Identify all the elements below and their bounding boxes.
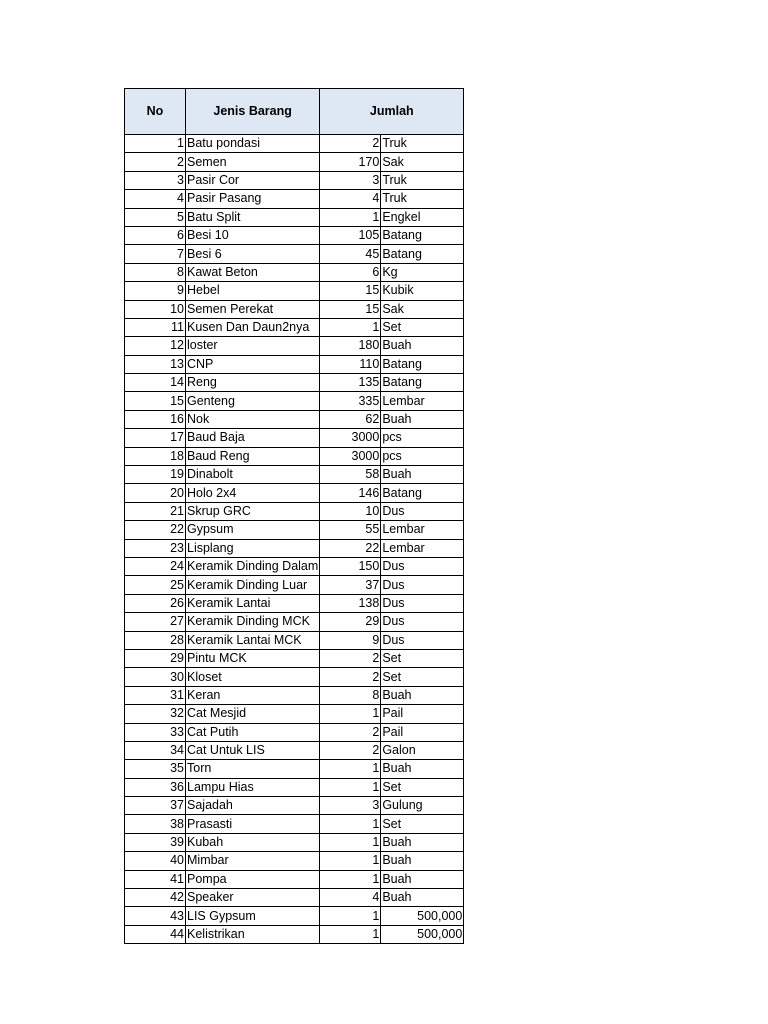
table-row (125, 539, 464, 557)
row-unit-cell[interactable]: Kubik (381, 282, 464, 300)
row-quantity-cell[interactable]: 4 (320, 889, 381, 907)
row-item-name-cell[interactable]: Besi 10 (186, 226, 320, 244)
row-unit-cell[interactable]: Set (381, 778, 464, 796)
row-quantity-cell[interactable]: 37 (320, 576, 381, 594)
row-no-cell[interactable]: 43 (125, 907, 186, 925)
row-no-cell[interactable]: 39 (125, 833, 186, 851)
row-item-name-cell[interactable]: Hebel (186, 282, 320, 300)
row-item-name-cell[interactable]: Cat Mesjid (186, 705, 320, 723)
table-row (125, 760, 464, 778)
row-no-cell[interactable]: 35 (125, 760, 186, 778)
row-quantity-cell[interactable]: 1 (320, 833, 381, 851)
row-item-name-cell[interactable]: Skrup GRC (186, 502, 320, 520)
row-unit-cell[interactable]: Kg (381, 263, 464, 281)
row-no-cell[interactable]: 20 (125, 484, 186, 502)
table-row (125, 135, 464, 153)
row-no-cell[interactable]: 31 (125, 686, 186, 704)
row-item-name-cell[interactable]: Keran (186, 686, 320, 704)
row-no-cell[interactable]: 21 (125, 502, 186, 520)
row-unit-cell[interactable]: Galon (381, 741, 464, 759)
row-item-name-cell[interactable]: Torn (186, 760, 320, 778)
row-no-cell[interactable]: 18 (125, 447, 186, 465)
row-quantity-cell[interactable]: 29 (320, 613, 381, 631)
row-quantity-cell[interactable]: 15 (320, 300, 381, 318)
table-row (125, 907, 464, 925)
row-no-cell[interactable]: 29 (125, 649, 186, 667)
row-quantity-cell[interactable]: 62 (320, 410, 381, 428)
row-item-name-cell[interactable]: Pintu MCK (186, 649, 320, 667)
table-row (125, 484, 464, 502)
table-row (125, 594, 464, 612)
row-unit-cell[interactable]: pcs (381, 447, 464, 465)
table-row (125, 355, 464, 373)
row-quantity-cell[interactable]: 138 (320, 594, 381, 612)
row-no-cell[interactable]: 33 (125, 723, 186, 741)
row-unit-cell[interactable]: Pail (381, 723, 464, 741)
row-quantity-cell[interactable]: 110 (320, 355, 381, 373)
row-unit-cell[interactable]: Lembar (381, 392, 464, 410)
table-row (125, 889, 464, 907)
header-jenis-barang[interactable]: Jenis Barang (186, 89, 320, 135)
row-quantity-cell[interactable]: 2 (320, 668, 381, 686)
row-item-name-cell[interactable]: Gypsum (186, 521, 320, 539)
row-item-name-cell[interactable]: Keramik Dinding Luar (186, 576, 320, 594)
row-no-cell[interactable]: 36 (125, 778, 186, 796)
row-no-cell[interactable]: 6 (125, 226, 186, 244)
table-row (125, 705, 464, 723)
table-row (125, 741, 464, 759)
row-quantity-cell[interactable]: 1 (320, 208, 381, 226)
row-quantity-cell[interactable]: 4 (320, 190, 381, 208)
row-quantity-cell[interactable]: 2 (320, 741, 381, 759)
row-unit-cell[interactable]: Set (381, 318, 464, 336)
row-quantity-cell[interactable]: 2 (320, 723, 381, 741)
row-no-cell[interactable]: 26 (125, 594, 186, 612)
row-unit-cell[interactable]: Buah (381, 686, 464, 704)
row-item-name-cell[interactable]: Keramik Lantai MCK (186, 631, 320, 649)
row-no-cell[interactable]: 30 (125, 668, 186, 686)
row-no-cell[interactable]: 11 (125, 318, 186, 336)
row-item-name-cell[interactable]: Keramik Dinding Dalam (186, 557, 320, 575)
row-quantity-cell[interactable]: 1 (320, 705, 381, 723)
row-no-cell[interactable]: 24 (125, 557, 186, 575)
table-row (125, 833, 464, 851)
table-row (125, 153, 464, 171)
row-quantity-cell[interactable]: 170 (320, 153, 381, 171)
row-unit-cell[interactable]: Gulung (381, 797, 464, 815)
row-no-cell[interactable]: 38 (125, 815, 186, 833)
row-item-name-cell[interactable]: Dinabolt (186, 466, 320, 484)
row-no-cell[interactable]: 25 (125, 576, 186, 594)
row-unit-cell[interactable]: Truk (381, 135, 464, 153)
header-row (125, 89, 464, 135)
table-row (125, 429, 464, 447)
row-unit-cell[interactable]: Batang (381, 374, 464, 392)
row-unit-cell[interactable]: Buah (381, 337, 464, 355)
row-quantity-cell[interactable]: 9 (320, 631, 381, 649)
row-no-cell[interactable]: 1 (125, 135, 186, 153)
row-quantity-cell[interactable]: 2 (320, 135, 381, 153)
row-no-cell[interactable]: 8 (125, 263, 186, 281)
row-no-cell[interactable]: 23 (125, 539, 186, 557)
row-unit-cell[interactable]: Buah (381, 852, 464, 870)
row-quantity-cell[interactable]: 335 (320, 392, 381, 410)
row-item-name-cell[interactable]: Batu Split (186, 208, 320, 226)
row-quantity-cell[interactable]: 1 (320, 870, 381, 888)
row-unit-cell[interactable]: Truk (381, 190, 464, 208)
row-item-name-cell[interactable]: Batu pondasi (186, 135, 320, 153)
row-unit-cell[interactable]: Buah (381, 760, 464, 778)
row-item-name-cell[interactable]: Pompa (186, 870, 320, 888)
row-unit-cell[interactable]: Lembar (381, 521, 464, 539)
materials-table (124, 88, 464, 944)
row-quantity-cell[interactable]: 3000 (320, 447, 381, 465)
row-quantity-cell[interactable]: 1 (320, 318, 381, 336)
row-unit-cell[interactable]: Dus (381, 576, 464, 594)
row-unit-cell[interactable]: Batang (381, 484, 464, 502)
row-item-name-cell[interactable]: Besi 6 (186, 245, 320, 263)
table-row (125, 925, 464, 943)
table-row (125, 171, 464, 189)
table-row (125, 410, 464, 428)
row-no-cell[interactable]: 34 (125, 741, 186, 759)
row-no-cell[interactable]: 17 (125, 429, 186, 447)
row-unit-cell[interactable]: Buah (381, 833, 464, 851)
row-item-name-cell[interactable]: Kelistrikan (186, 925, 320, 943)
table-row (125, 778, 464, 796)
table-row (125, 190, 464, 208)
row-no-cell[interactable]: 7 (125, 245, 186, 263)
table-body (125, 135, 464, 944)
row-quantity-cell[interactable]: 1 (320, 852, 381, 870)
row-quantity-cell[interactable]: 8 (320, 686, 381, 704)
row-no-cell[interactable]: 28 (125, 631, 186, 649)
row-unit-cell[interactable]: Buah (381, 466, 464, 484)
table-row (125, 649, 464, 667)
table-row (125, 337, 464, 355)
row-no-cell[interactable]: 2 (125, 153, 186, 171)
table-row (125, 723, 464, 741)
table-row (125, 631, 464, 649)
row-unit-cell[interactable]: Lembar (381, 539, 464, 557)
row-unit-cell[interactable]: Set (381, 668, 464, 686)
row-unit-cell[interactable]: Set (381, 815, 464, 833)
table-row (125, 208, 464, 226)
row-unit-cell[interactable]: Batang (381, 355, 464, 373)
row-item-name-cell[interactable]: Sajadah (186, 797, 320, 815)
row-no-cell[interactable]: 22 (125, 521, 186, 539)
table-row (125, 282, 464, 300)
row-item-name-cell[interactable]: Baud Baja (186, 429, 320, 447)
table-row (125, 613, 464, 631)
row-unit-cell[interactable]: Pail (381, 705, 464, 723)
row-quantity-cell[interactable]: 135 (320, 374, 381, 392)
row-unit-cell[interactable]: Set (381, 649, 464, 667)
row-quantity-cell[interactable]: 6 (320, 263, 381, 281)
row-item-name-cell[interactable]: Keramik Dinding MCK (186, 613, 320, 631)
row-item-name-cell[interactable]: Pasir Cor (186, 171, 320, 189)
row-unit-cell[interactable]: pcs (381, 429, 464, 447)
row-quantity-cell[interactable]: 45 (320, 245, 381, 263)
header-no[interactable]: No (125, 89, 186, 135)
table-row (125, 521, 464, 539)
row-item-name-cell[interactable]: Mimbar (186, 852, 320, 870)
row-quantity-cell[interactable]: 3 (320, 797, 381, 815)
row-quantity-cell[interactable]: 150 (320, 557, 381, 575)
table-row (125, 226, 464, 244)
row-item-name-cell[interactable]: Genteng (186, 392, 320, 410)
row-unit-cell[interactable]: Buah (381, 889, 464, 907)
table-row (125, 374, 464, 392)
row-no-cell[interactable]: 13 (125, 355, 186, 373)
row-quantity-cell[interactable]: 146 (320, 484, 381, 502)
table-row (125, 557, 464, 575)
row-no-cell[interactable]: 37 (125, 797, 186, 815)
row-unit-cell[interactable]: Sak (381, 153, 464, 171)
table-row (125, 263, 464, 281)
row-quantity-cell[interactable]: 1 (320, 925, 381, 943)
row-unit-cell[interactable]: Buah (381, 870, 464, 888)
row-quantity-cell[interactable]: 1 (320, 760, 381, 778)
row-item-name-cell[interactable]: CNP (186, 355, 320, 373)
table-row (125, 447, 464, 465)
row-no-cell[interactable]: 44 (125, 925, 186, 943)
row-unit-cell[interactable]: Buah (381, 410, 464, 428)
row-item-name-cell[interactable]: Reng (186, 374, 320, 392)
row-no-cell[interactable]: 27 (125, 613, 186, 631)
row-unit-cell[interactable]: Dus (381, 613, 464, 631)
row-no-cell[interactable]: 15 (125, 392, 186, 410)
table-row (125, 815, 464, 833)
row-no-cell[interactable]: 12 (125, 337, 186, 355)
row-unit-cell[interactable]: Engkel (381, 208, 464, 226)
row-item-name-cell[interactable]: Keramik Lantai (186, 594, 320, 612)
row-item-name-cell[interactable]: Nok (186, 410, 320, 428)
table-header (125, 89, 464, 135)
table-row (125, 318, 464, 336)
row-quantity-cell[interactable]: 1 (320, 907, 381, 925)
row-item-name-cell[interactable]: Kloset (186, 668, 320, 686)
table-row (125, 797, 464, 815)
row-item-name-cell[interactable]: loster (186, 337, 320, 355)
row-item-name-cell[interactable]: Pasir Pasang (186, 190, 320, 208)
row-unit-cell[interactable]: Dus (381, 557, 464, 575)
table-row (125, 245, 464, 263)
row-quantity-cell[interactable]: 180 (320, 337, 381, 355)
table-row (125, 466, 464, 484)
row-quantity-cell[interactable]: 10 (320, 502, 381, 520)
table-row (125, 870, 464, 888)
row-no-cell[interactable]: 9 (125, 282, 186, 300)
row-quantity-cell[interactable]: 1 (320, 778, 381, 796)
row-item-name-cell[interactable]: Semen (186, 153, 320, 171)
row-unit-cell[interactable]: Batang (381, 226, 464, 244)
row-unit-cell[interactable]: 500,000 (381, 925, 464, 943)
row-item-name-cell[interactable]: Cat Putih (186, 723, 320, 741)
row-item-name-cell[interactable]: Prasasti (186, 815, 320, 833)
row-quantity-cell[interactable]: 3 (320, 171, 381, 189)
row-quantity-cell[interactable]: 2 (320, 649, 381, 667)
row-item-name-cell[interactable]: Kawat Beton (186, 263, 320, 281)
row-no-cell[interactable]: 40 (125, 852, 186, 870)
row-quantity-cell[interactable]: 105 (320, 226, 381, 244)
table-row (125, 576, 464, 594)
row-quantity-cell[interactable]: 3000 (320, 429, 381, 447)
row-item-name-cell[interactable]: Semen Perekat (186, 300, 320, 318)
row-no-cell[interactable]: 14 (125, 374, 186, 392)
table-row (125, 852, 464, 870)
row-unit-cell[interactable]: Dus (381, 631, 464, 649)
row-no-cell[interactable]: 4 (125, 190, 186, 208)
row-item-name-cell[interactable]: Baud Reng (186, 447, 320, 465)
row-no-cell[interactable]: 42 (125, 889, 186, 907)
row-unit-cell[interactable]: Batang (381, 245, 464, 263)
table-row (125, 300, 464, 318)
row-unit-cell[interactable]: Truk (381, 171, 464, 189)
row-quantity-cell[interactable]: 15 (320, 282, 381, 300)
row-unit-cell[interactable]: 500,000 (381, 907, 464, 925)
row-item-name-cell[interactable]: Kubah (186, 833, 320, 851)
row-no-cell[interactable]: 16 (125, 410, 186, 428)
row-quantity-cell[interactable]: 22 (320, 539, 381, 557)
row-no-cell[interactable]: 5 (125, 208, 186, 226)
row-item-name-cell[interactable]: Cat Untuk LIS (186, 741, 320, 759)
row-item-name-cell[interactable]: LIS Gypsum (186, 907, 320, 925)
row-quantity-cell[interactable]: 1 (320, 815, 381, 833)
row-item-name-cell[interactable]: Lisplang (186, 539, 320, 557)
row-no-cell[interactable]: 19 (125, 466, 186, 484)
row-no-cell[interactable]: 41 (125, 870, 186, 888)
row-item-name-cell[interactable]: Holo 2x4 (186, 484, 320, 502)
row-quantity-cell[interactable]: 55 (320, 521, 381, 539)
row-unit-cell[interactable]: Sak (381, 300, 464, 318)
table-row (125, 392, 464, 410)
row-item-name-cell[interactable]: Kusen Dan Daun2nya (186, 318, 320, 336)
row-quantity-cell[interactable]: 58 (320, 466, 381, 484)
table-row (125, 686, 464, 704)
table-row (125, 668, 464, 686)
row-unit-cell[interactable]: Dus (381, 502, 464, 520)
row-no-cell[interactable]: 32 (125, 705, 186, 723)
row-unit-cell[interactable]: Dus (381, 594, 464, 612)
row-no-cell[interactable]: 10 (125, 300, 186, 318)
table-row (125, 502, 464, 520)
row-no-cell[interactable]: 3 (125, 171, 186, 189)
header-jumlah[interactable]: Jumlah (320, 89, 464, 135)
row-item-name-cell[interactable]: Lampu Hias (186, 778, 320, 796)
row-item-name-cell[interactable]: Speaker (186, 889, 320, 907)
